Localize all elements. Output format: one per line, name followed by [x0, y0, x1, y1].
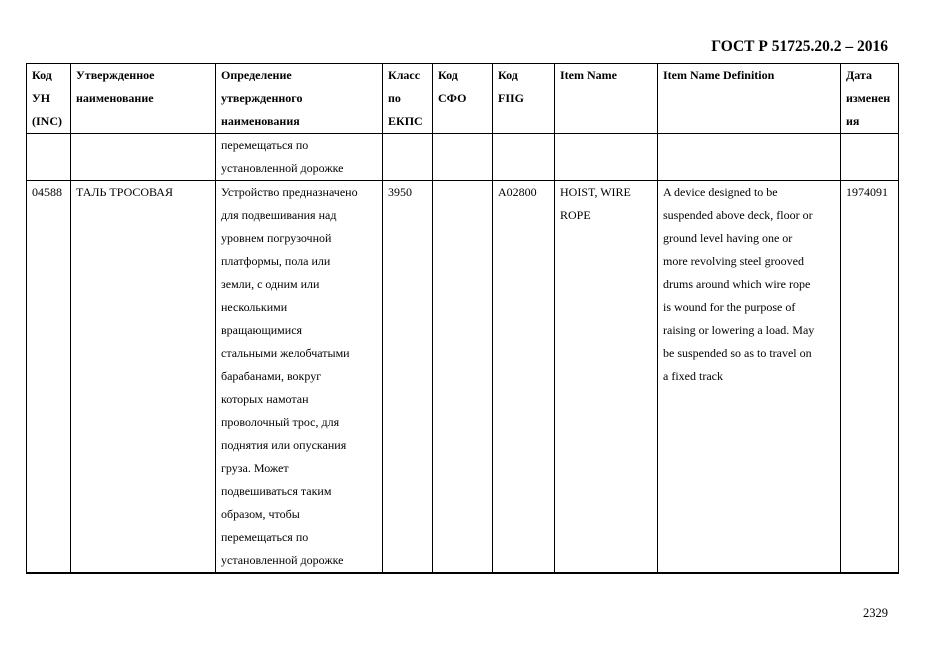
cell-definition-ru: Устройство предназначено для подвешивания над уровнем погрузочной платформы, пола или земли, с одним или несколькими вращающимися стальными желобчатыми барабанами, вокруг которых намотан проволочный трос, для поднятия или опускания груза. Может подвешиваться таким образом, чтобы перемещаться по установленной дорожке: [216, 181, 383, 574]
page-number: 2329: [863, 606, 888, 620]
table-row: [27, 181, 899, 574]
document-standard-title: ГОСТ Р 51725.20.2 – 2016: [711, 38, 888, 55]
cell-change-date: [841, 134, 899, 181]
cell-name-ru: [71, 134, 216, 181]
cell-item-name: HOIST, WIRE ROPE: [555, 181, 658, 574]
cell-inc: 04588: [27, 181, 71, 574]
col-header-fiig-code: Код FIIG: [493, 64, 555, 134]
col-header-inc: Код УН (INC): [27, 64, 71, 134]
cell-inc: [27, 134, 71, 181]
cell-ekps-class: 3950: [383, 181, 433, 574]
cell-fiig-code: A02800: [493, 181, 555, 574]
cell-item-name: [555, 134, 658, 181]
catalog-table: [26, 63, 899, 574]
col-header-item-name: Item Name: [555, 64, 658, 134]
cell-name-ru: ТАЛЬ ТРОСОВАЯ: [71, 181, 216, 574]
cell-fiig-code: [493, 134, 555, 181]
col-header-sfo-code: Код СФО: [433, 64, 493, 134]
col-header-approved-name: Утвержденное наименование: [71, 64, 216, 134]
table-header-row: [27, 64, 899, 134]
col-header-item-name-definition: Item Name Definition: [658, 64, 841, 134]
cell-item-name-definition: [658, 134, 841, 181]
col-header-change-date: Дата изменен ия: [841, 64, 899, 134]
cell-item-name-definition: A device designed to be suspended above deck, floor or ground level having one or more revolving steel grooved drums around which wire rope is wound for the purpose of raising or lowering a load. May be suspended so as to travel on a fixed track: [658, 181, 841, 574]
table-row-continuation: [27, 134, 899, 181]
cell-change-date: 1974091: [841, 181, 899, 574]
cell-sfo-code: [433, 181, 493, 574]
cell-definition-ru: перемещаться по установленной дорожке: [216, 134, 383, 181]
col-header-definition: Определение утвержденного наименования: [216, 64, 383, 134]
cell-sfo-code: [433, 134, 493, 181]
cell-ekps-class: [383, 134, 433, 181]
col-header-ekps-class: Класс по ЕКПС: [383, 64, 433, 134]
